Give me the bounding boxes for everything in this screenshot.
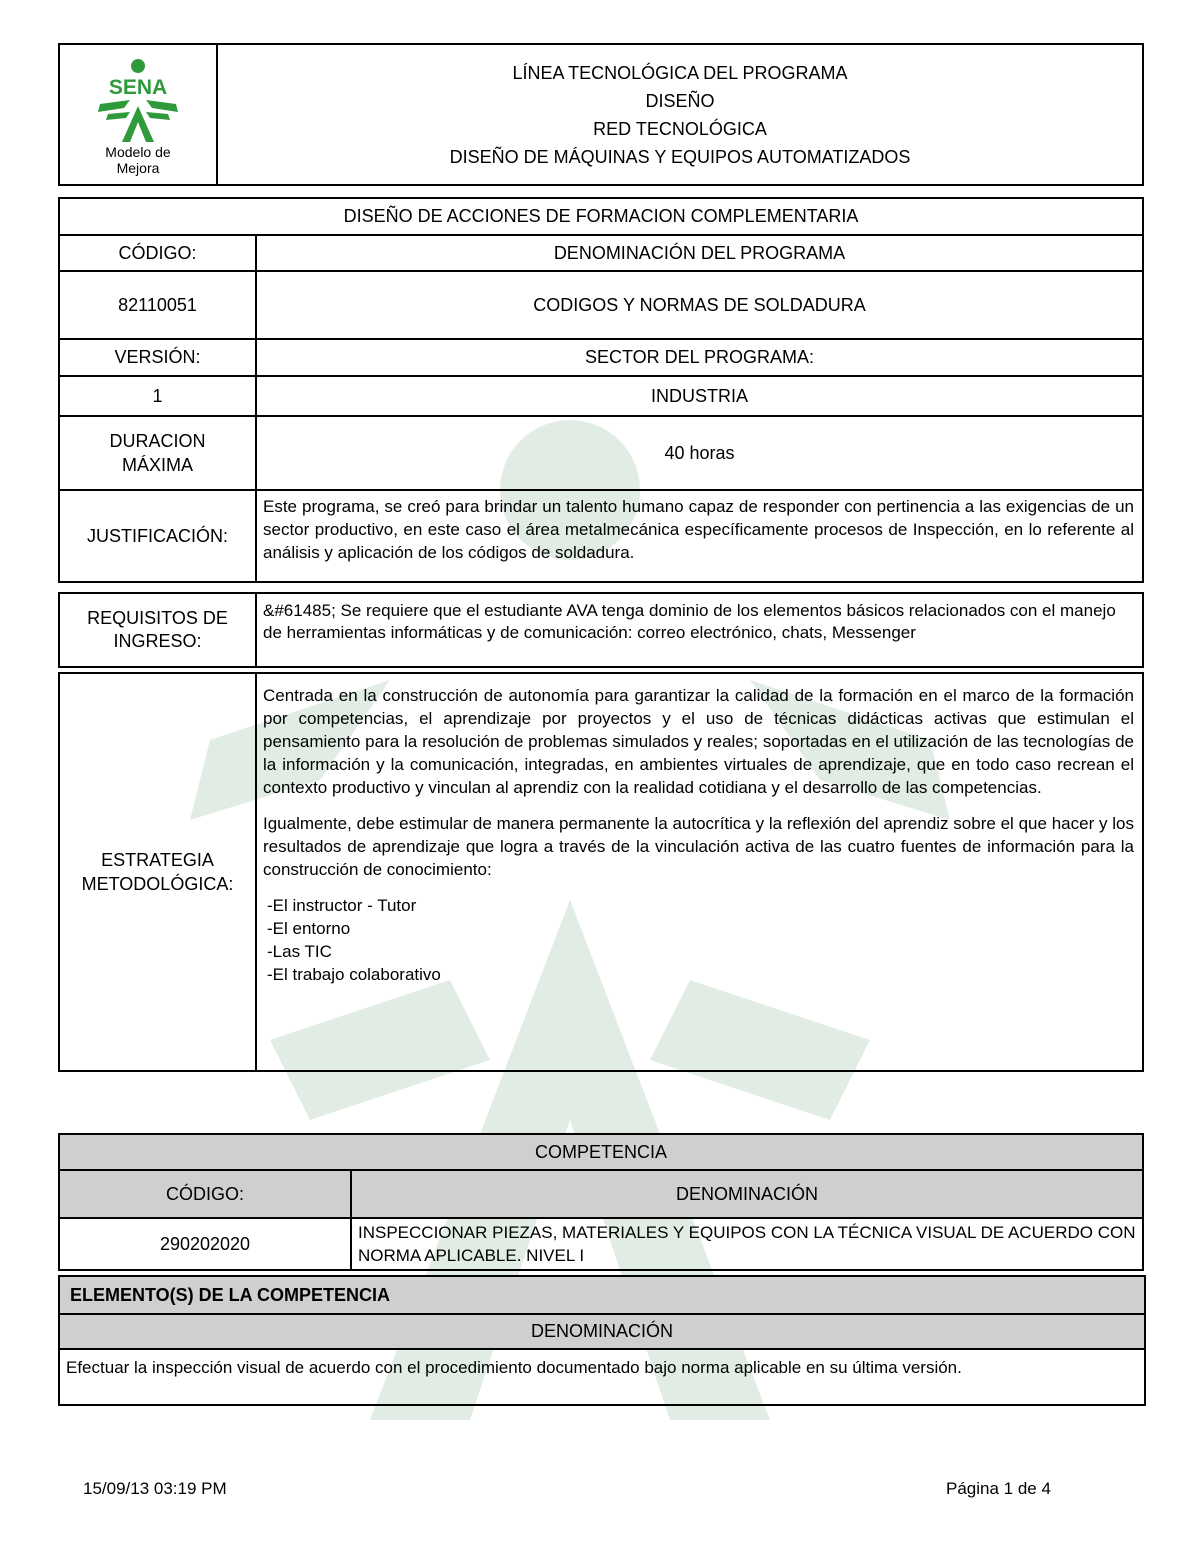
source-item: -El trabajo colaborativo <box>267 965 441 984</box>
logo-caption-line-2: Mejora <box>116 159 160 176</box>
program-title: DISEÑO DE ACCIONES DE FORMACION COMPLEMENTARIA <box>59 198 1143 235</box>
competencia-code: 290202020 <box>59 1218 351 1270</box>
source-item: -El instructor - Tutor <box>267 896 417 915</box>
program-table <box>58 197 1144 583</box>
requirements-table <box>58 592 1144 668</box>
elementos-name-label: DENOMINACIÓN <box>59 1314 1145 1349</box>
elementos-table <box>58 1275 1146 1406</box>
competencia-table <box>58 1133 1144 1271</box>
competencia-title: COMPETENCIA <box>59 1134 1143 1170</box>
sector-value: INDUSTRIA <box>256 376 1143 416</box>
justification-text: Este programa, se creó para brindar un talento humano capaz de responder con pertinencia a las exigencias de un sector productivo, en este caso el área metalmecánica específicamente procesos de Inspección, en lo referente al análisis y aplicación de los códigos de soldadura. <box>256 490 1143 582</box>
duration-value: 40 horas <box>256 416 1143 490</box>
duration-label-line-1: DURACION <box>109 431 206 451</box>
strategy-label-line-2: METODOLÓGICA: <box>81 874 234 894</box>
header-titles-cell <box>217 44 1143 185</box>
requirements-label <box>59 593 256 667</box>
header-table <box>58 43 1144 186</box>
elemento-item: Efectuar la inspección visual de acuerdo con el procedimiento documentado bajo norma aplicable en su última versión. <box>59 1349 1145 1405</box>
strategy-label-line-1: ESTRATEGIA <box>101 850 214 870</box>
duration-label <box>59 416 256 490</box>
logo-caption <box>60 144 216 176</box>
elementos-title: ELEMENTO(S) DE LA COMPETENCIA <box>59 1276 1145 1314</box>
justification-label: JUSTIFICACIÓN: <box>59 490 256 582</box>
program-code: 82110051 <box>59 271 256 339</box>
requirements-text: &#61485; Se requiere que el estudiante AVA tenga dominio de los elementos básicos relacionados con el manejo de herramientas informáticas y de comunicación: correo electrónico, chats, Messenger <box>256 593 1143 667</box>
footer-timestamp: 15/09/13 03:19 PM <box>83 1479 227 1498</box>
strategy-label <box>59 673 256 1071</box>
strategy-table <box>58 672 1144 1072</box>
footer-page-number: Página 1 de 4 <box>946 1479 1051 1498</box>
program-name-label: DENOMINACIÓN DEL PROGRAMA <box>256 235 1143 271</box>
duration-label-line-2: MÁXIMA <box>121 455 193 475</box>
strategy-paragraph-2: Igualmente, debe estimular de manera permanente la autocrítica y la reflexión del aprendiz sobre el que hacer y los resultados de aprendizaje que logra a través de la vinculación activa de las cuatro fuentes de información para la construcción de conocimiento: <box>263 814 1134 879</box>
strategy-paragraph-1: Centrada en la construcción de autonomía para garantizar la calidad de la formación en el marco de la formación por competencias, el aprendizaje por proyectos y el uso de técnicas didácticas activas que estimulan el pensamiento para la resolución de problemas simulados y reales; soportadas en el utilización de las tecnologías de la información y la comunicación, integradas, en ambientes virtuales de aprendizaje, que en todo caso recrean el contexto productivo y vinculan al aprendiz con la realidad cotidiana y el desarrollo de las competencias. <box>263 686 1134 797</box>
sena-logo-icon <box>90 56 186 142</box>
line-technology-value: DISEÑO <box>645 90 715 111</box>
line-technology-title: LÍNEA TECNOLÓGICA DEL PROGRAMA <box>512 62 848 83</box>
requirements-label-line-1: REQUISITOS DE <box>87 608 228 628</box>
source-item: -Las TIC <box>267 942 332 961</box>
sector-label: SECTOR DEL PROGRAMA: <box>256 339 1143 376</box>
version-label: VERSIÓN: <box>59 339 256 376</box>
logo-caption-line-1: Modelo de <box>105 143 171 160</box>
version-value: 1 <box>59 376 256 416</box>
competencia-name-label: DENOMINACIÓN <box>351 1170 1143 1218</box>
logo-cell <box>59 44 217 185</box>
code-label: CÓDIGO: <box>59 235 256 271</box>
sources-list <box>263 894 1134 986</box>
network-title: RED TECNOLÓGICA <box>593 118 767 139</box>
network-value: DISEÑO DE MÁQUINAS Y EQUIPOS AUTOMATIZADOS <box>449 146 911 167</box>
requirements-label-line-2: INGRESO: <box>113 631 202 651</box>
source-item: -El entorno <box>267 919 351 938</box>
competencia-code-label: CÓDIGO: <box>59 1170 351 1218</box>
svg-text:SENA: SENA <box>108 75 168 99</box>
strategy-content <box>256 673 1143 1071</box>
program-name: CODIGOS Y NORMAS DE SOLDADURA <box>256 271 1143 339</box>
competencia-name: INSPECCIONAR PIEZAS, MATERIALES Y EQUIPOS CON LA TÉCNICA VISUAL DE ACUERDO CON NORMA APLICABLE. NIVEL I <box>351 1218 1143 1270</box>
